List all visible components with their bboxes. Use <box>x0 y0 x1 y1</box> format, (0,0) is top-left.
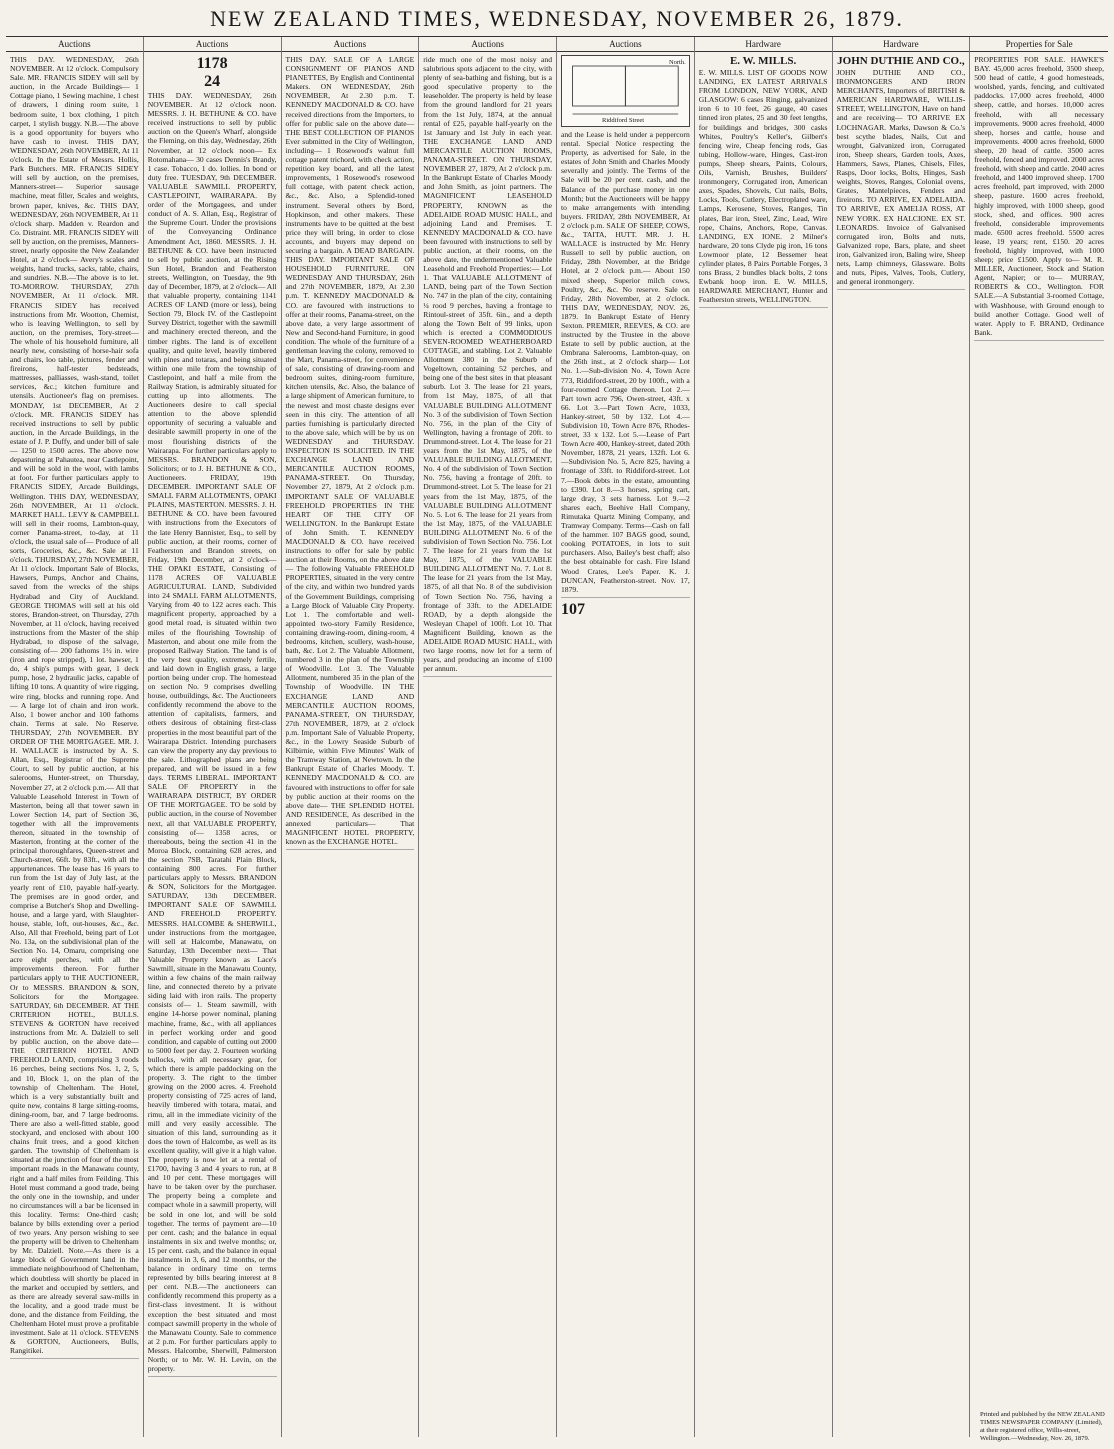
masthead: NEW ZEALAND TIMES, WEDNESDAY, NOVEMBER 26, 1879. <box>210 6 904 31</box>
column-1-text: THIS DAY. WEDNESDAY, 26th NOVEMBER. At 12 o'clock. Compulsory Sale. MR. FRANCIS SIDEY will sell by auction, in the Arcade Buildings— 1 Cottage piano, 1 Sewing machine, 1 chest of drawers, 1 dining room suite, 1 bedroom suite, 1 box clothing, 1 pitch carpet, 1 stylish buggy. N.B.—The above is a good opportunity for buyers who have cash to invest. THIS DAY, WEDNESDAY, 26th NOVEMBER, At 11 o'clock. In the Estate of Messrs. Hollis, Park Butchers. MR. FRANCIS SIDEY will sell by auction, on the premises, Manners-street— Superior sausage machine, meat filler, Scales and weights, brown paper, knives, &c. THIS DAY, WEDNESDAY, 26th NOVEMBER, At 11 o'clock sharp. Madden v. Reardon and Co. Distraint. MR. FRANCIS SIDEY will sell by auction, on the premises, Manners-street, nearly opposite the New Zealander Hotel, at 2 o'clock— Avery's scales and weights, hand trucks, sacks, table, chairs, and sundries. N.B.—The above is to let. TO-MORROW. THURSDAY, 27th NOVEMBER, At 11 o'clock. MR. FRANCIS SIDEY has received instructions from Mr. Wootton, Chemist, who is leaving Wellington, to sell by auction, on the premises, Tory-street— The whole of his household furniture, all nearly new, consisting of horse-hair sofa and chairs, loo table, pictures, fender and fireirons, half-tester bedsteads, mattresses, palliasses, wash-stand, toilet services, &c.; kitchen furniture and utensils. Auctioneer's flag on premises. MONDAY, 1st DECEMBER, At 2 o'clock. MR. FRANCIS SIDEY has received instructions to sell by public auction, in the Arcade Buildings, in the estate of J. P. Duffy, and under bill of sale— 1250 to 1500 acres. The above now depasturing at Pahautea, near Castlepoint, and will be sold in the wool, with lambs at foot. For further particulars apply to FRANCIS SIDEY, Arcade Buildings, Wellington. THIS DAY, WEDNESDAY, 26th NOVEMBER, At 11 o'clock. MARKET HALL. LEVY & CAMPBELL will sell in their rooms, Lambton-quay, corner Panama-street, to-day, at 11 o'clock, the usual sale of— Produce of all sorts, Groceries, &c., &c. Sale at 11 o'clock. THURSDAY, 27th NOVEMBER, At 11 o'clock. Important Sale of Blocks, Hawsers, Pumps, Anchor and Chains, saved from the wrecks of the ships Hydrabad and City of Auckland. GEORGE THOMAS will sell at his old stores, Brandon-street, on Thursday, 27th November, at 11 o'clock, having received instructions from the Master of the ship Hydrabad, to dispose of the salvage, consisting of— 200 fathoms 1½ in. wire (iron and rope stripped), 1 lot. hawser, 1 do, 4 ship's pumps with gear, 1 deck pump, hose, 2 hydraulic jacks, capable of lifting 10 tons. A quantity of wire rigging, wire ring, blocks and running rope. And— A large lot of chain and iron work. Also, 1 bower anchor and 100 fathoms chain. Terms at sale. No Reserve. THURSDAY, 27th NOVEMBER. BY ORDER OF THE MORTGAGEE. MR. J. H. WALLACE is instructed by A. S. Allan, Esq., Registrar of the Supreme Court, to sell by public auction, at his salerooms, Hunter-street, on Thursday, November 27, at 2 o'clock p.m.— All that Valuable Leasehold Interest in Town of Masterton, being all that tower sawn in Lower Section 14, part of Section 36, together with all the improvements thereon, situated in the township of Masterton, fronting at the corner of the principal thoroughfares, Queen-street and Church-street, 66ft. by 83ft., with all the appurtenances. The lease has 16 years to run from the 1st day of July last, at the yearly rent of £10, payable half-yearly. The premises are in good order, and comprise a Butcher's Shop and Dwelling-house, and a large yard, with Slaughter-house, stable, loft, out-houses, &c., &c. Also, All that Freehold, being part of Lot No. 13a, on the subdivisional plan of the Section No. 14, Omaru, comprising one acre eight perches, with all the improvements thereon. For further particulars apply to THE AUCTIONEER, Or to MESSRS. BRANDON & SON, Solicitors for the Mortgagee. SATURDAY, 6th DECEMBER. AT THE CRITERION HOTEL, BULLS. STEVENS & GORTON have received instructions from Mr. A. Dalziell to sell by public auction, on the above date— THE CRITERION HOTEL AND FREEHOLD LAND, comprising 3 roods 16 perches, being sections Nos. 1, 2, 5, and 10, Block 1, on the plan of the township of Cheltenham. The Hotel, which is a very substantially built and quite new, contains 8 large sitting-rooms, dining-room, bar, and 7 large bedrooms. There are also a well-fitted stable, good stockyard, and enclosed with about 100 chains fruit trees, and a good kitchen garden. The township of Cheltenham is situated at the junction of four of the most important roads in the Manawatu county, right and a half miles from Feilding. This Hotel must command a good trade, being the only one in the township, and under no circumstances will a bar be licensed in this locality. Terms: One-third cash; balance by bills extending over a period of two years. Any person wishing to see the property will be driven to Cheltenham by Mr. Dalziell. Note.—As there is a large block of Government land in the immediate neighbourhood of Cheltenham, which doubtless will shortly be placed in the market and occupied by settlers, and as there are already several saw-mills in the locality, and a good trade must be done, and the distance from Feilding, the Cheltenham Hotel must prove a profitable investment. Sale at 11 o'clock. STEVENS & GORTON, Auctioneers, Bulls, Rangitikei. <box>10 55 139 1359</box>
imprint-footer: Printed and published by the NEW ZEALAND TIMES NEWSPAPER COMPANY (Limited), at their registered office, Willis-street, Wellington.—Wednesday, Nov. 26, 1879. <box>980 1411 1105 1442</box>
column-4-text: ride much one of the most noisy and salubrious spots adjacent to the city, with plenty of sea-bathing and fishing, but is a good speculative property to the leaseholder. The property is held by lease from the ground landlord for 21 years from the 1st July, 1874, at the annual rental of £25, payable half-yearly on the 1st January and 1st July in each year. THE EXCHANGE LAND AND MERCANTILE AUCTION ROOMS, PANAMA-STREET. ON THURSDAY, NOVEMBER 27, 1879, At 2 o'clock p.m. In the Bankrupt Estate of Charles Moody and John Smith, as joint partners. The MAGNIFICENT LEASEHOLD PROPERTY, KNOWN as the ADELAIDE ROAD MUSIC HALL, and adjoining Land and Premises. T. KENNEDY MACDONALD & CO. have been favoured with instructions to sell by public auction, at their rooms, on the above date, the undermentioned Valuable Leasehold and Freehold Properties:— Lot 1. That VALUABLE ALLOTMENT of LAND, being part of the Town Section No. 747 in the plan of the city, containing ¼ rood 9 perches, having a frontage to Rintoul-street of 35ft. 6in., and a depth along the Town Belt of 99 links, upon which is erected a COMMODIOUS SEVEN-ROOMED WEATHERBOARD COTTAGE, and stabling. Lot 2. Valuable Allotment 380 in the Suburb of Vogeltown, containing 52 perches, and being one of the best sites in that pleasant suburb. Lot 3. The lease for 21 years, from 1st May, 1875, of all that VALUABLE BUILDING ALLOTMENT No. 3 of the subdivision of Town Section No. 756, in the plan of the City of Wellington, having a frontage of 20ft. to Drummond-street. Lot 4. The lease for 21 years from the 1st May, 1875, of the VALUABLE BUILDING ALLOTMENT, No. 4 of the subdivision of Town Section No. 756, having a frontage of 20ft. to Drummond-street. Lot 5. The lease for 21 years from the 1st May, 1875, of the VALUABLE BUILDING ALLOTMENT No. 5. Lot 6. The lease for 21 years from the 1st May, 1875, of the VALUABLE BUILDING ALLOTMENT No. 6 of the subdivision of Town Section No. 756. Lot 7. The lease for 21 years from the 1st May, 1875, of the VALUABLE BUILDING ALLOTMENT No. 7. Lot 8. The lease for 21 years from the 1st May, 1875, of all that No. 8 of the subdivision of Town Section No. 756, having a frontage of 33ft. to the ADELAIDE ROAD, by a depth alongside the Wesleyan Chapel of 100ft. Lot 10. That Magnificent Building, known as the ADELAIDE ROAD MUSIC HALL, with two large rooms, now let for a term of years, and producing an income of £100 per annum. <box>423 55 552 677</box>
opaki-acres-number: 1178 <box>196 55 228 72</box>
column-6-heading: Hardware <box>695 37 832 52</box>
column-1-heading: Auctions <box>6 37 143 52</box>
column-2-heading: Auctions <box>144 37 281 52</box>
column-3-heading: Auctions <box>282 37 419 52</box>
column-7 <box>833 37 971 1437</box>
column-8 <box>970 37 1108 1437</box>
potatoes-number: 107 <box>561 600 585 618</box>
column-5-text: and the Lease is held under a peppercorn rental. Special Notice respecting the Property, as advertised for Sale, in the estates of John Smith and Charles Moody severally and jointly. The Terms of the Sale will be 20 per cent. cash, and the Balance of the purchase money in one Month; but the Auctioneers will be happy to make arrangements with intending buyers. FRIDAY, 28th NOVEMBER, At 2 o'clock p.m. SALE OF SHEEP, COWS, &c., TAITA, HUTT. MR. J. H. WALLACE is instructed by Mr. Henry Russell to sell by public auction, on Friday, 28th November, at the Bridge Hotel, at 2 o'clock p.m.— About 150 mixed sheep, Superior milch cows, Poultry, &c., &c. No reserve. Sale on Friday, 28th November, at 2 o'clock. THIS DAY, WEDNESDAY, NOV. 26, 1879. In Bankrupt Estate of Henry Sexton. PREMIER, REEVES, & CO. are instructed by the Trustee in the above Estate to sell by public auction, at the Ombrana Salerooms, Lambton-quay, on the 26th inst., at 2 o'clock sharp— Lot No. 1.—Sub-division No. 4, Town Acre 773, Riddiford-street, 20 by 100ft., with a four-roomed Cottage thereon. Lot 2.—Part town acre 796, Owen-street, 43ft. x 66. Lot 3.—Part Town Acre, 1033, Hankey-street, 50 by 132. Lot 4.—Subdivision 10, Town Acre 876, Rhodes-street, 33 x 132. Lot 5.—Lease of Part Town Acre 400, Hankey-street, dated 20th November, 1878, 21 years, 132ft. Lot 6.—Subdivision No. 5, Acre 825, having a frontage of 33ft. to Riddiford-street. Lot 7.—Book debts in the estate, amounting to £390. Lot 8.—3 horses, spring cart, large dray, 3 sets harness. Lot 9.—2 shares each, Beehive Hall Company, Rimutaka Quartz Mining Company, and Tramway Company. Terms—Cash on fall of the hammer. 107 BAGS good, sound, cooking POTATOES, in lots to suit purchasers. Also, Bailey's best chaff; also the best obtainable for cash. Fire Island Wood Crates, Lee's Paper. K. J. DUNCAN, Featherston-street. Nov. 17, 1879. <box>561 130 690 598</box>
mills-heading: E. W. MILLS. <box>729 55 797 67</box>
column-6-text: E. W. MILLS. LIST OF GOODS NOW LANDING, EX LATEST ARRIVALS FROM LONDON, NEW YORK, AND GLASGOW: 6 cases Ringing, galvanized iron 6 to 10 feet, 26 gauge, 40 cases tinned iron plates, 25 and 30 feet lengths, for buildings and bridges, 300 casks Whites, Poultry's Keller's, Gilbert's fencing wire, Cheap fencing rods, Gas tubing, Hollow-ware, Hinges, Cast-iron pumps, Sheep shears, Paints, Colours, Oils, Varnish, Brushes, Builders' ironmongery, Corrugated iron, American axes, Spades, Shovels, Cut nails, Bolts, Locks, Tools, Cutlery, Electroplated ware, Lamps, Kerosene, Stoves, Ranges, Tin plates, Bar iron, Steel, Zinc, Lead, Wire rope, Chains, Anchors, Rope, Canvas. LANDING, EX IONE. 2 Milner's hardware, 20 tons Clyde pig iron, 16 tons Lowmoor plate, 12 Bessemer heat cylinder plates, 8 Pairs Portable Forges, 3 tons Brass, 2 bundles black bolts, 2 tons Ewbank hoop iron. E. W. MILLS, HARDWARE MERCHANT, Hunter and Featherston streets, WELLINGTON. <box>699 68 828 308</box>
column-3-text: THIS DAY. SALE OF A LARGE CONSIGNMENT OF PIANOS AND PIANETTES, By English and Continental Makers. ON WEDNESDAY, 26th NOVEMBER, At 2.30 p.m. T. KENNEDY MACDONALD & CO. have received directions from the Importers, to offer for public sale on the above date— THE BEST COLLECTION OF PIANOS Ever submitted in the City of Wellington, including— 1 Rosewood's walnut full cottage patent trichord, with check action, repetition key board, and all the latest improvements, 1 Rosewood's rosewood full cottage, with patent check action, &c., &c. Also, a Splendid-toned instrument. Several others by Bord, Hopkinson, and other makers. These instruments have to be quitted at the best price they will bring, in order to close accounts, and buyers may depend on securing a bargain. A DEAD BARGAIN. THIS DAY. IMPORTANT SALE OF HOUSEHOLD FURNITURE. ON WEDNESDAY AND THURSDAY, 26th and 27th NOVEMBER, 1879, At 2.30 p.m. T. KENNEDY MACDONALD & CO. are favoured with instructions to offer at their rooms, Panama-street, on the above date, a very large assortment of New and Second-hand Furniture, in good condition. The whole of the furniture of a gentleman leaving the colony, removed to the Mart, Panama-street, for convenience of sale, consisting of drawing-room and bedroom suites, dining-room furniture, kitchen utensils, &c. Also, the balance of a large shipment of American furniture, to the newest and most chaste designs ever seen in this city. The attention of all parties furnishing is particularly directed to the above sale, which will be by us on WEDNESDAY and THURSDAY. INSPECTION IS SOLICITED. IN THE EXCHANGE LAND AND MERCANTILE AUCTION ROOMS, PANAMA-STREET. On Thursday, November 27, 1879, At 2 o'clock p.m. IMPORTANT SALE OF VALUABLE FREEHOLD PROPERTIES IN THE HEART OF THE CITY OF WELLINGTON. In the Bankrupt Estate of John Smith. T. KENNEDY MACDONALD & CO. have received instructions to offer for sale by public auction at their Rooms, on the above date— The following Valuable FREEHOLD PROPERTIES, situated in the very centre of the city, and within two hundred yards of the Government Buildings, comprising a Large Block of Valuable City Property. Lot 1. The comfortable and well-appointed two-story Family Residence, containing drawing-room, dining-room, 4 bedrooms, kitchen, scullery, wash-house, bath, &c. Lot 2. The Valuable Allotment, numbered 3 in the plan of the Township of Woodville. Lot 3. The Valuable Allotment, numbered 35 in the plan of the Township of Woodville. IN THE EXCHANGE LAND AND MERCANTILE AUCTION ROOMS, PANAMA-STREET, ON THURSDAY, 27th NOVEMBER, 1879, at 2 o'clock p.m. Important Sale of Valuable Property, &c., in the Lowry Seaside Suburb of Kilbirnie, within Five Minutes' Walk of the Tramway Station, at Newtown. In the Bankrupt Estate of Charles Moody. T. KENNEDY MACDONALD & CO. are favoured with instructions to offer for sale by public auction at their rooms on the above date— THE SPLENDID HOTEL AND RESIDENCE, As described in the annexed particulars— That MAGNIFICENT HOTEL PROPERTY, known as the EXCHANGE HOTEL. <box>286 55 415 850</box>
duthie-heading: JOHN DUTHIE AND CO., <box>837 55 965 67</box>
column-6 <box>695 37 833 1437</box>
column-2 <box>144 37 282 1437</box>
column-5 <box>557 37 695 1437</box>
plan-lot-a <box>573 66 626 106</box>
column-8-heading: Properties for Sale <box>970 37 1108 52</box>
plan-street-label: Riddiford Street <box>602 116 645 124</box>
column-1 <box>6 37 144 1437</box>
column-8-text: PROPERTIES FOR SALE. HAWKE'S BAY. 45,000 acres freehold, 3500 sheep, 500 head of cattle, 4 good homesteads, woolshed, yards, fencing, and cultivated paddocks. 17,000 acres freehold, 4000 sheep, cattle, and horses. 10,000 acres freehold, with all necessary improvements. 9000 acres freehold, 4000 sheep, horses and cattle, house and improvements. 4000 acres freehold, 6000 sheep, 20 head of cattle. 3500 acres freehold, fenced and improved. 2000 acres freehold, with sheep and cattle. 2040 acres freehold, and 1400 improved sheep. 1700 acres freehold, part improved, with 2000 sheep, pasture. 1600 acres freehold, highly improved, with 1000 sheep, good stock, shed, and offices. 900 acres freehold, considerable improvements made. 6500 acres freehold. 5500 acres lease, 19 years; rent, £150. 20 acres freehold, highly improved, with 1000 sheep; price £1500. Apply to— M. R. MILLER, Auctioneer, Stock and Station Agent, Napier; or to— MURRAY, ROBERTS & CO., Wellington. FOR SALE.—A Substantial 3-roomed Cottage, with Washhouse, with Ground enough to build another Cottage. Good well of water. Apply to F. BRAND, Ordinance Bank. <box>974 55 1104 341</box>
site-plan-diagram <box>561 55 690 127</box>
column-2-text: THIS DAY. WEDNESDAY, 26th NOVEMBER. At 12 o'clock noon. MESSRS. J. H. BETHUNE & CO. have received instructions to sell by public auction on the Queen's Wharf, alongside the Fleming, on this day, Wednesday, 26th November, at 12 o'clock noon— Ex Rotomahana— 30 cases Dennis's Brandy, 1 case. Tobacco, 1 do. lollies. In bond or duty free. TUESDAY, 9th DECEMBER. VALUABLE SAWMILL PROPERTY, CASTLEPOINT, WAIRARAPA. By order of the Mortgagees, and under conduct of A. S. Allan, Esq., Registrar of the Supreme Court. Under the provisions of the Conveyancing Ordinance Amendment Act, 1860. MESSRS. J. H. BETHUNE & CO. have been instructed to sell by public auction, at the Rising Sun Hotel, Brandon and Featherston streets, Wellington, on Tuesday, the 9th day of December, 1879, at 2 o'clock— All that valuable property, containing 1141 ACRES OF LAND (more or less), being Section 79, Block IV. of the Castlepoint Survey District, together with the sawmill and machinery erected thereon, and the timber rights. The land is of excellent quality, and quite level, heavily timbered with pines and totaras, and being situated within one mile from the township of Castlepoint, and half a mile from the Railway Station, is admirably situated for cutting up into allotments. The Auctioneers desire to call special attention to the above splendid opportunity of securing a valuable and desirable sawmill property in one of the most flourishing districts of the Wairarapa. For further particulars apply to MESSRS. BRANDON & SON, Solicitors; or to J. H. BETHUNE & CO., Auctioneers. FRIDAY, 19th DECEMBER. IMPORTANT SALE OF SMALL FARM ALLOTMENTS, OPAKI PLAINS, MASTERTON. MESSRS. J. H. BETHUNE & CO. have been favoured with instructions from the Executors of the late Henry Bannister, Esq., to sell by public auction, at their rooms, corner of Featherston and Brandon streets, on Friday, 19th December, at 2 o'clock— THE OPAKI ESTATE, Consisting of 1178 ACRES OF VALUABLE AGRICULTURAL LAND, Subdivided into 24 SMALL FARM ALLOTMENTS, Varying from 40 to 122 acres each. This magnificent property, approached by a good metal road, is situated within two miles of the flourishing Township of Masterton, and about one mile from the proposed Railway Station. The land is of the very best quality, extremely fertile, and laid down in English grass, a large portion being under crop. The homestead on section No. 9 comprises dwelling house, outbuildings, &c. The Auctioneers confidently recommend the above to the attention of capitalists, farmers, and others desirous of obtaining first-class properties in the most beautiful part of the Wairarapa District. Intending purchasers can view the property any day previous to the sale. Lithographed plans are being prepared, and will be issued in a few days. TERMS LIBERAL. IMPORTANT SALE OF PROPERTY in the WAIRARAPA DISTRICT, BY ORDER OF THE MORTGAGEE. TO be sold by public auction, in the course of November next, all that VALUABLE PROPERTY, consisting of— 1358 acres, or thereabouts, being the section 41 in the Moroa Block, containing 628 acres, and the section 7SB, Taratahi Plain Block, containing 800 acres. For further particulars apply to Messrs. BRANDON & SON, Solicitors for the Mortgagee. SATURDAY, 13th DECEMBER. IMPORTANT SALE OF SAWMILL AND FREEHOLD PROPERTY. MESSRS. HALCOMBE & SHERWILL, under instructions from the mortgagee, will sell at Halcombe, Manawatu, on Saturday, 13th December next— That Valuable Property known as Lace's Sawmill, situate in the Manawatu County, within a few chains of the main railway line, and connected thereto by a private siding laid with iron rails. The property consists of— 1. Steam sawmill, with engine 14-horse power nominal, planing machine, frame, &c., with all appliances in perfect working order and good condition, and capable of cutting out 2000 to 5000 feet per day. 2. Fourteen working bullocks, with all necessary gear, for which there is ample paddocking on the property. 3. The right to the timber growing on the 2000 acres. 4. Freehold property consisting of 725 acres of land, heavily timbered with totara, matai, and rimu, all in the immediate vicinity of the mill and very easily accessible. The situation of this land, surrounding as it does the town of Halcombe, as well as its excellent quality, will give it a high value. The property is now let at a rental of £1700, having 3 and 4 years to run, at 8 and 10 per cent. These mortgages will have to be taken over by the purchaser. The property being a complete and compact whole in a sawmill property, will be sold in one lot, and will be sold together. The terms of payment are—10 per cent. cash; and the balance in equal instalments in six and twelve months; or, 15 per cent. cash, and the balance in equal instalments in 3, 6, and 12 months, or the balance in ordinary time on terms represented by bills bearing interest at 8 per cent. N.B.—The auctioneers can confidently recommend this property as a first-class investment. It is without exception the best situated and most compact sawmill property in the whole of the Manawatu County. Sale to commence at 2 p.m. For further particulars apply to Messrs. Halcombe, Sherwill, Palmerston North; or to Mr. W. H. Levin, on the property. <box>148 91 277 1377</box>
plan-north-label: North. <box>668 59 686 66</box>
column-7-heading: Hardware <box>833 37 970 52</box>
plan-lot-b <box>625 66 678 106</box>
column-3 <box>282 37 420 1437</box>
column-7-text: JOHN DUTHIE AND CO., IRONMONGERS AND IRON MERCHANTS, Importers of BRITISH & AMERICAN HARDWARE, WILLIS-STREET, WELLINGTON, Have on hand and are receiving— TO ARRIVE EX LOCHNAGAR. Marks, Dawson & Co.'s best scythe blades, Nails, Cut and wrought, Galvanized iron, Corrugated iron, Sheep shears, Garden tools, Axes, Hammers, Saws, Planes, Chisels, Files, Rasps, Door locks, Bolts, Hinges, Sash weights, Stoves, Ranges, Colonial ovens, Grates, Mantelpieces, Fenders and fireirons. TO ARRIVE, EX ADELAIDA. TO ARRIVE, EX AMELIA ROSS, AT NEW YORK. EX HALCIONE. EX ST. LEONARDS. Invoice of Galvanised corrugated iron, Bolts and nuts, Galvanized rope, Bars, plate, and sheet iron, Galvanized iron, Baling wire, Sheep nets, Lamp chimneys, Glassware. Bolts and nuts, Pipes, Valves, Tools, Cutlery, and general ironmongery. <box>837 68 966 290</box>
opaki-allotments-number: 24 <box>204 73 221 90</box>
column-4 <box>419 37 557 1437</box>
column-5-heading: Auctions <box>557 37 694 52</box>
column-4-heading: Auctions <box>419 37 556 52</box>
column-grid <box>6 37 1108 1437</box>
